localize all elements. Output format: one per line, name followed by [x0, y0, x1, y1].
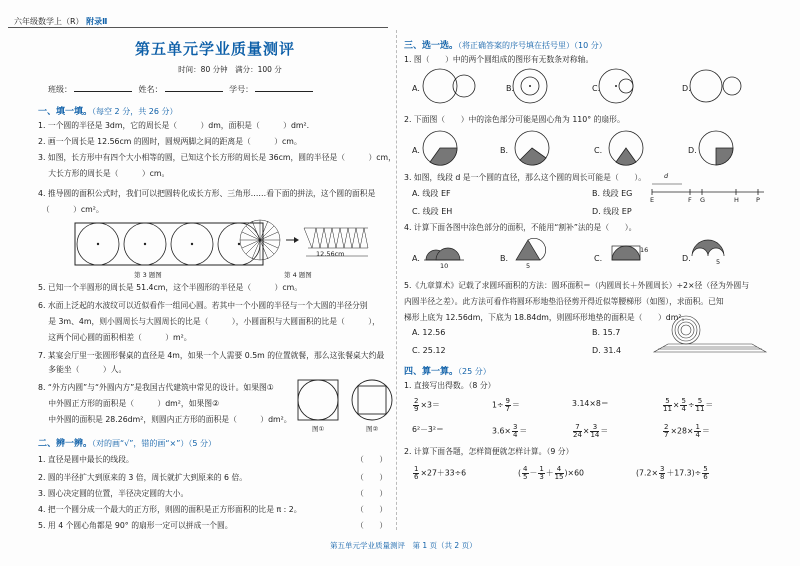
c4: 4. 计算下面各图中涂色部分的面积，不能用“割补”法的是（ ）。: [404, 223, 637, 232]
c4-label-a: 10: [440, 262, 449, 270]
c1-opt-d[interactable]: D.: [682, 84, 691, 93]
c5-line1: 5.《九章算术》记载了求圆环面积的方法：圆环面积＝（内圆周长＋外圆周长）÷2×径（径为外圆与: [404, 281, 750, 290]
c3-opt-d[interactable]: D. 线段 EP: [592, 207, 632, 216]
q1-5: 5. 已知一个半圆形的周长是 51.4cm，这个半圆形的半径是（ ）cm。: [38, 283, 303, 292]
calc1-4: $\frac{5}{11}$ × $\frac{5}{4}$ ÷ $\frac{5}{11}$ ＝: [663, 397, 714, 413]
page-title: 第五单元学业质量测评: [134, 40, 295, 58]
section-choose: 三、选一选。（将正确答案的序号填在括号里）（10 分）: [404, 41, 607, 51]
c2-opt-d[interactable]: D.: [688, 146, 697, 155]
c3-opt-a[interactable]: A. 线段 EF: [412, 189, 451, 198]
q1-4: 4. 推导圆的面积公式时，我们可以把圆转化成长方形、三角形……看下面的拼法，这个圆的面积是: [38, 189, 376, 198]
q1-6: 6. 水面上泛起的水波纹可以近似看作一组同心圆。若其中一个小圆的半径与一个大圆的半径分别: [38, 301, 368, 310]
c3-axis-f: F: [688, 196, 692, 204]
c3-axis-h: H: [734, 196, 739, 204]
class-blank[interactable]: [74, 91, 132, 92]
c1-opt-a[interactable]: A.: [412, 84, 420, 93]
judge-answer-5[interactable]: （ ）: [356, 521, 388, 530]
c2-opt-b[interactable]: B.: [500, 146, 509, 155]
c5-opt-c[interactable]: C. 25.12: [412, 346, 446, 355]
calc1-7: $\frac{7}{24}$ × $\frac{3}{14}$ ＝: [573, 423, 609, 439]
section-judge: 二、辨一辨。（对的画“√”，错的画“×”）（5 分）: [38, 439, 217, 449]
fig-a-caption: 图①: [312, 425, 325, 433]
judge-2: 2. 圆的半径扩大到原来的 3 倍，周长就扩大到原来的 6 倍。: [38, 473, 248, 482]
q1-4b: （ ）cm²。: [38, 205, 104, 214]
judge-1: 1. 直径是圆中最长的线段。: [38, 455, 134, 464]
header-bar: [8, 14, 388, 28]
c2-opt-a[interactable]: A.: [412, 146, 420, 155]
fig4-circle-to-rect: [236, 218, 376, 264]
c3-opt-b[interactable]: B. 线段 EG: [592, 189, 633, 198]
student-fields: 班级： 姓名： 学号：: [48, 84, 317, 95]
calc1-8: $\frac{2}{7}$ ×28× $\frac{1}{4}$ ＝: [664, 423, 710, 439]
q1-2: 2. 画一个周长是 12.56cm 的圆时，圆规两脚之间的距离是（ ）cm。: [38, 137, 302, 146]
c5-opt-d[interactable]: D. 31.4: [592, 346, 622, 355]
c1-figures: [420, 66, 800, 106]
page-footer: 第五单元学业质量测评 第 1 页（共 2 页）: [330, 541, 477, 550]
id-blank[interactable]: [255, 91, 313, 92]
judge-4: 4. 把一个圆分成一个最大的正方形，则圆的面积是正方形面积的比是 π : 2。: [38, 505, 302, 514]
q1-8c: 中外圆的面积是 28.26dm²，则圆内正方形的面积是（ ）dm²。: [38, 415, 292, 424]
judge-3: 3. 圆心决定圆的位置，半径决定圆的大小。: [38, 489, 189, 498]
c3: 3. 如图，线段 d 是一个圆的直径，那么这个圆的周长可能是（ ）。: [404, 173, 647, 182]
q1-7b: 多能坐（ ）人。: [38, 365, 127, 374]
judge-answer-2[interactable]: （ ）: [356, 473, 388, 482]
c2-opt-c[interactable]: C.: [594, 146, 603, 155]
calc2-title: 2. 计算下面各题，怎样简便就怎样计算。（9 分）: [404, 447, 574, 456]
c3-d-label: d: [664, 172, 669, 180]
c4-opt-c[interactable]: C.: [594, 254, 603, 263]
c4-label-b: 5: [526, 262, 531, 270]
judge-answer-1[interactable]: （ ）: [356, 455, 388, 464]
q1-7: 7. 某宴会厅里一张圆形餐桌的直径是 4m，如果一个人需要 0.5m 的位置就餐，那么这张餐桌大约最: [38, 351, 385, 360]
name-blank[interactable]: [165, 91, 223, 92]
calc2-1: $\frac{1}{6}$ ×27＋33÷6: [414, 465, 467, 481]
c5-opt-a[interactable]: A. 12.56: [412, 328, 446, 337]
c5-line2: 内圆半径之差）。此方法可看作将圆环形地垫沿径剪开得近似等腰梯形（如图），求面积。已知: [404, 297, 724, 306]
c3-opt-c[interactable]: C. 线段 EH: [412, 207, 453, 216]
c5-ring-figure: [650, 314, 770, 356]
c4-figures: [420, 234, 800, 268]
c4-opt-d[interactable]: D.: [682, 254, 691, 263]
calc1-title: 1. 直接写出得数。（8 分）: [404, 381, 496, 390]
fig4-caption: 第 4 题图: [284, 271, 312, 279]
c5-opt-b[interactable]: B. 15.7: [592, 328, 621, 337]
c3-axis-e: E: [650, 196, 655, 204]
fig3-caption: 第 3 题图: [134, 271, 162, 279]
c1-opt-c[interactable]: C.: [592, 84, 601, 93]
q1-6b: 是 3m、4m，则小圆周长与大圆周长的比是（ ），小圆面积与大圆面积的比是（ ），: [38, 317, 380, 326]
c4-label-c: 16: [640, 246, 649, 254]
q1-8b: 中外圆正方形的面积是（ ）dm²，如果图②: [38, 399, 220, 408]
calc1-3: 3.14×8＝: [572, 399, 609, 408]
c4-opt-a[interactable]: A.: [412, 254, 420, 263]
fig4-length: 12.56cm: [316, 250, 345, 258]
q1-3b: 大长方形的周长是（ ）cm。: [38, 169, 170, 178]
c3-axis-g: G: [700, 196, 706, 204]
column-divider: [396, 30, 397, 530]
c4-opt-b[interactable]: B.: [500, 254, 509, 263]
q1-8: 8. “外方内圆”与“外圆内方”是我国古代建筑中常见的设计。如果图①: [38, 383, 274, 392]
calc1-6: 3.6× $\frac{3}{4}$ ＝: [492, 423, 528, 439]
c1-opt-b[interactable]: B.: [506, 84, 515, 93]
c3-axis-p: P: [756, 196, 760, 204]
calc1-1: $\frac{2}{9}$ ×3＝: [414, 397, 440, 413]
exam-meta: 时间：80 分钟 满分：100 分: [178, 65, 282, 74]
section-calc: 四、算一算。（25 分）: [404, 367, 491, 377]
fig-circle-square: [350, 378, 394, 422]
fig-b-caption: 图②: [366, 425, 379, 433]
fig-square-circle: [296, 378, 340, 422]
judge-answer-3[interactable]: （ ）: [356, 489, 388, 498]
c1: 1. 图（ ）中的两个圆组成的图形有无数条对称轴。: [404, 55, 594, 64]
calc1-5: 6²－3²＝: [412, 425, 444, 434]
q1-1: 1. 一个圆的半径是 3dm，它的周长是（ ）dm，面积是（ ）dm².: [38, 121, 310, 130]
c2: 2. 下面图（ ）中的涂色部分可能是圆心角为 110° 的扇形。: [404, 115, 625, 124]
calc1-2: 1÷ $\frac{9}{7}$ ＝: [492, 397, 520, 413]
section-fill: 一、填一填。（每空 2 分，共 26 分）: [38, 107, 178, 117]
c5-line3: 梯形上底为 12.56dm，下底为 18.84dm，则圆环形地垫的面积是（ ）dm²。: [404, 313, 690, 322]
book-tag: 六年级数学上（R） 附录Ⅱ: [14, 17, 108, 26]
judge-answer-4[interactable]: （ ）: [356, 505, 388, 514]
c4-label-d: 5: [716, 258, 721, 266]
calc2-3: (7.2× $\frac{3}{8}$ ＋17.3)÷ $\frac{5}{6}$: [636, 465, 708, 481]
q1-3: 3. 如图，长方形中有四个大小相等的圆，已知这个长方形的周长是 36cm，圆的半径是（ ）cm，: [38, 153, 396, 162]
judge-5: 5. 用 4 个圆心角都是 90° 的扇形一定可以拼成一个圆。: [38, 521, 233, 530]
c2-figures: [420, 128, 800, 168]
q1-6c: 这两个同心圆的面积相差（ ）m²。: [38, 333, 192, 342]
calc2-2: ( $\frac{4}{5}$ － $\frac{1}{3}$ ＋ $\frac{4}{15}$ )×60: [518, 465, 584, 481]
